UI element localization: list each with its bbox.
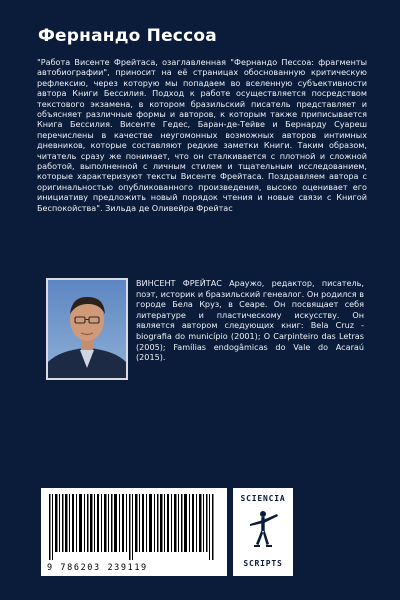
author-bio: ВИНСЕНТ ФРЕЙТАС Араужо, редактор, писатель, поэт, историк и бразильский генеалог. Он родился в городе Бела Круз, в Сеаре. Он посвящает себя литературе и пластическому искусству. Он является автором следующих книг: Bela Cruz - biografia do município (2001); O Carpinteiro das Letras (2005); Famílias endogâmicas do Vale do Acaraú (2015). xyxy=(136,278,364,363)
scientist-figure-icon xyxy=(245,508,281,552)
author-portrait-image xyxy=(48,280,126,378)
book-title: Фернандо Пессоа xyxy=(38,26,217,46)
publisher-logo-top-text: SCIENCIA xyxy=(240,494,286,503)
barcode-bars xyxy=(49,494,219,560)
review-blurb: "Работа Висенте Фрейтаса, озаглавленная "Фернандо Пессоа: фрагменты автобиографии", приносит на её страницах обоснованную критическую рефлексию, через которую мы попадаем во вселенную субъективности автора Книги Бессилия. Подход к работе осуществляется посредством текстового экзамена, в котором бразильский писатель представляет и объясняет различные формы и авторов, к которым также приписывается Книга Бессилия. Висенте Гедес, Баран-де-Тейве и Бернарду Суареш перечислены в качестве неугомонных возможных авторов интимных дневников, которые составляют редкие заметки Книги. Таким образом, читатель сразу же понимает, что он сталкивается с плотной и сложной работой, выполненной с личным стилем и тщательным исследованием, которые характеризуют тексты Висенте Фрейтаса. Поздравляем автора с оригинальностью опубликованного произведения, высоко оценивает его инициативу предложить новый порядок чтения и новые связи с Книгой Беспокойства". Зильда де Оливейра Фрейтас xyxy=(37,57,367,213)
publisher-logo xyxy=(233,488,293,576)
publisher-logo-bottom-text: SCRIPTS xyxy=(243,559,283,568)
author-photo xyxy=(46,278,128,380)
isbn-number: 9 786203 239119 xyxy=(47,563,148,573)
isbn-barcode xyxy=(41,488,227,576)
